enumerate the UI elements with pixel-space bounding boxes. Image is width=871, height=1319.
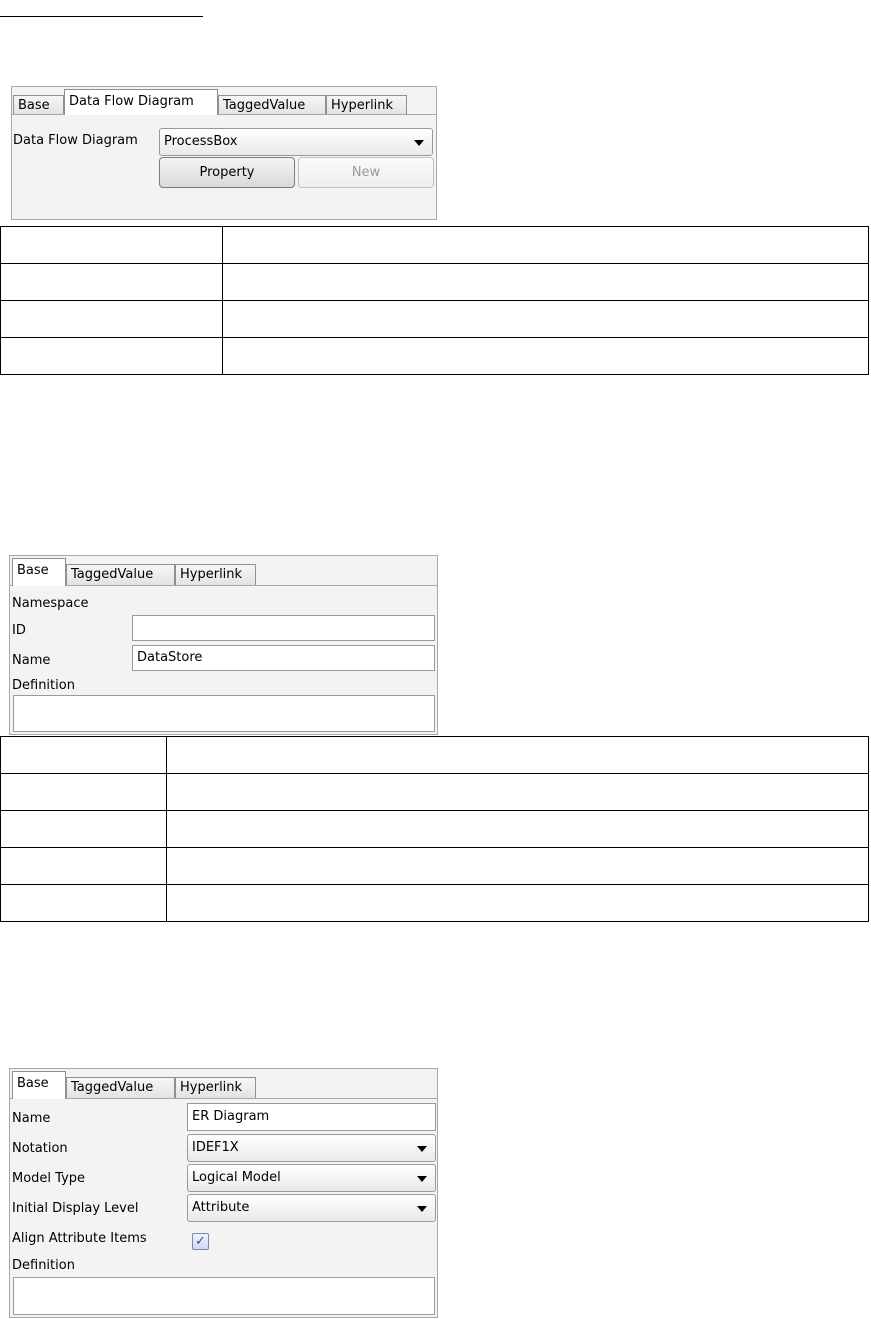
table-cell — [1, 264, 223, 301]
table-cell — [223, 227, 869, 264]
data-flow-diagram-select[interactable] — [159, 128, 433, 156]
data-store-panel — [9, 555, 438, 735]
name-field[interactable]: ER Diagram — [187, 1103, 436, 1131]
tab-tagged-value[interactable]: TaggedValue — [218, 95, 326, 115]
table-cell — [1, 848, 167, 885]
definition-textarea[interactable] — [13, 695, 435, 732]
tab-bar — [10, 556, 437, 586]
tab-data-flow-diagram[interactable]: Data Flow Diagram — [64, 89, 218, 115]
notation-select-value: IDEF1X — [192, 1140, 239, 1155]
align-attribute-items-label: Align Attribute Items — [12, 1231, 147, 1246]
table-cell — [167, 811, 869, 848]
name-label: Name — [12, 1111, 51, 1126]
table-row — [1, 811, 869, 848]
table-cell — [1, 227, 223, 264]
name-field[interactable]: DataStore — [132, 645, 435, 671]
tab-base[interactable]: Base — [13, 95, 64, 115]
data-flow-diagram-select-value: ProcessBox — [164, 134, 238, 149]
tab-hyperlink[interactable]: Hyperlink — [175, 1077, 256, 1099]
tab-hyperlink[interactable]: Hyperlink — [326, 95, 407, 115]
tab-tagged-value[interactable]: TaggedValue — [66, 564, 175, 586]
table-cell — [1, 811, 167, 848]
table-row — [1, 885, 869, 922]
table-row — [1, 338, 869, 375]
table-row — [1, 848, 869, 885]
model-type-select[interactable] — [187, 1164, 436, 1192]
notation-label: Notation — [12, 1141, 68, 1156]
notation-select[interactable] — [187, 1134, 436, 1162]
tab-bar-divider — [10, 585, 437, 586]
data-flow-diagram-label: Data Flow Diagram — [13, 133, 138, 148]
id-label: ID — [12, 623, 26, 638]
chevron-down-icon — [417, 1146, 427, 1152]
new-button[interactable]: New — [298, 157, 434, 188]
initial-display-level-select[interactable] — [187, 1194, 436, 1222]
property-button[interactable]: Property — [159, 157, 295, 188]
table-row — [1, 264, 869, 301]
table-cell — [1, 301, 223, 338]
table-row — [1, 737, 869, 774]
chevron-down-icon — [414, 140, 424, 146]
model-type-select-value: Logical Model — [192, 1170, 281, 1185]
table-cell — [223, 301, 869, 338]
table-cell — [1, 774, 167, 811]
table-cell — [167, 848, 869, 885]
tab-bar-divider — [10, 1098, 437, 1099]
table-cell — [223, 338, 869, 375]
definition-label: Definition — [12, 1258, 75, 1273]
top-underline-rule — [0, 0, 203, 17]
properties-table-2 — [0, 736, 869, 922]
namespace-label: Namespace — [12, 596, 89, 611]
table-cell — [223, 264, 869, 301]
tab-bar — [10, 1069, 437, 1099]
table-cell — [167, 774, 869, 811]
id-field[interactable] — [132, 615, 435, 641]
checkmark-icon: ✓ — [195, 1234, 206, 1249]
er-diagram-panel — [9, 1068, 438, 1318]
name-label: Name — [12, 653, 51, 668]
definition-label: Definition — [12, 678, 75, 693]
tab-base[interactable]: Base — [12, 1071, 66, 1099]
model-type-label: Model Type — [12, 1171, 86, 1186]
table-cell — [1, 338, 223, 375]
table-cell — [1, 885, 167, 922]
chevron-down-icon — [417, 1176, 427, 1182]
initial-display-level-label: Initial Display Level — [12, 1201, 139, 1216]
table-row — [1, 227, 869, 264]
initial-display-level-select-value: Attribute — [192, 1200, 250, 1215]
definition-textarea[interactable] — [13, 1277, 435, 1315]
chevron-down-icon — [417, 1206, 427, 1212]
tab-base[interactable]: Base — [12, 558, 66, 586]
table-row — [1, 774, 869, 811]
properties-table-1 — [0, 226, 869, 375]
data-flow-diagram-panel — [11, 86, 437, 220]
tab-tagged-value[interactable]: TaggedValue — [66, 1077, 175, 1099]
tab-hyperlink[interactable]: Hyperlink — [175, 564, 256, 586]
table-cell — [1, 737, 167, 774]
align-attribute-items-checkbox[interactable] — [192, 1233, 209, 1250]
table-cell — [167, 737, 869, 774]
table-cell — [167, 885, 869, 922]
table-row — [1, 301, 869, 338]
tab-bar — [12, 87, 436, 115]
